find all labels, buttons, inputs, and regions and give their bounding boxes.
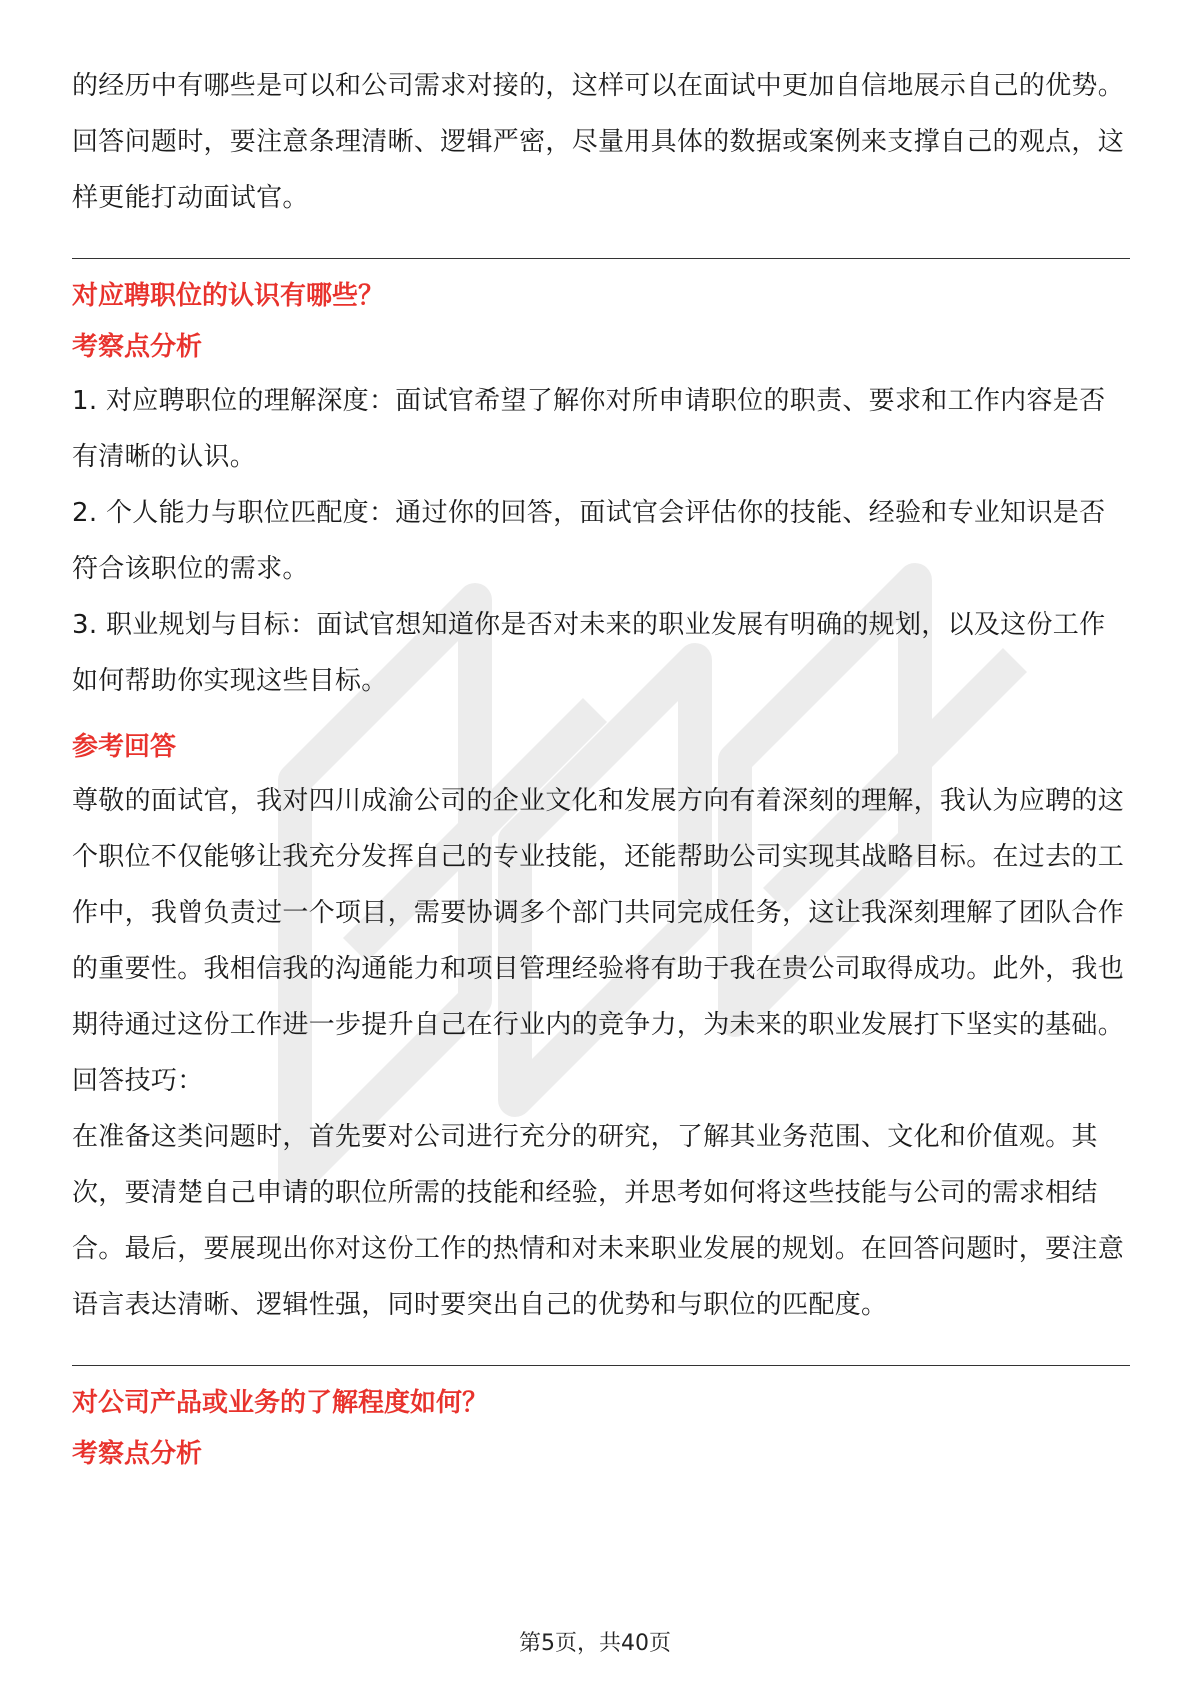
section-divider: [72, 258, 1130, 259]
analysis-heading: 考察点分析: [72, 1439, 203, 1469]
intro-paragraph: 的经历中有哪些是可以和公司需求对接的，这样可以在面试中更加自信地展示自己的优势。回答问题时，要注意条理清晰、逻辑严密，尽量用具体的数据或案例来支撑自己的观点，这样更能打动面试官。: [72, 71, 1125, 213]
analysis-point: 1. 对应聘职位的理解深度：面试官希望了解你对所申请职位的职责、要求和工作内容是否有清晰的认识。: [72, 386, 1106, 472]
analysis-heading: 考察点分析: [72, 332, 203, 362]
question-heading: 对应聘职位的认识有哪些？: [72, 281, 385, 311]
analysis-point: 3. 职业规划与目标：面试官想知道你是否对未来的职业发展有明确的规划，以及这份工作如何帮助你实现这些目标。: [72, 610, 1106, 696]
section-divider: [72, 1365, 1130, 1366]
tips-label: 回答技巧：: [72, 1066, 204, 1096]
tips-paragraph: 在准备这类问题时，首先要对公司进行充分的研究，了解其业务范围、文化和价值观。其次，要清楚自己申请的职位所需的技能和经验，并思考如何将这些技能与公司的需求相结合。最后，要展现出你对这份工作的热情和对未来职业发展的规划。在回答问题时，要注意语言表达清晰、逻辑性强，同时要突出自己的优势和与职位的匹配度。: [72, 1122, 1125, 1320]
spacer: [72, 709, 1130, 721]
answer-paragraph: 尊敬的面试官，我对四川成渝公司的企业文化和发展方向有着深刻的理解，我认为应聘的这个职位不仅能够让我充分发挥自己的专业技能，还能帮助公司实现其战略目标。在过去的工作中，我曾负责过一个项目，需要协调多个部门共同完成任务，这让我深刻理解了团队合作的重要性。我相信我的沟通能力和项目管理经验将有助于我在贵公司取得成功。此外，我也期待通过这份工作进一步提升自己在行业内的竞争力，为未来的职业发展打下坚实的基础。: [72, 786, 1125, 1040]
page-number: 第5页，共40页: [519, 1631, 671, 1656]
document-page: [72, 58, 1130, 1480]
analysis-point: 2. 个人能力与职位匹配度：通过你的回答，面试官会评估你的技能、经验和专业知识是否符合该职位的需求。: [72, 498, 1106, 584]
answer-heading: 参考回答: [72, 732, 177, 762]
question-heading: 对公司产品或业务的了解程度如何？: [72, 1388, 489, 1418]
